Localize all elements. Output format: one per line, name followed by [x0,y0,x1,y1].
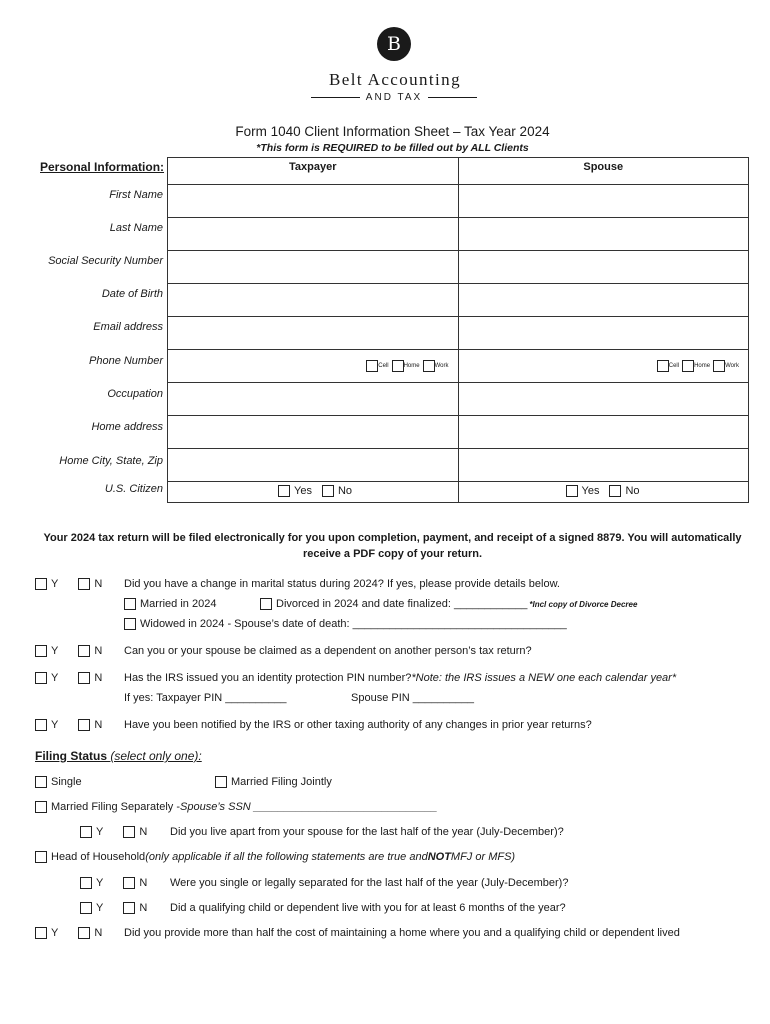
widowed-label: Widowed in 2024 - Spouse’s date of death: ___________________________________ [140,618,567,630]
notified-question: Have you been notified by the IRS or other taxing authority of any changes in prior year returns? [124,719,592,731]
spouse-citizen-field [458,482,749,502]
divorced-label: Divorced in 2024 and date finalized: ____________ [276,598,528,610]
single-sep-no-checkbox[interactable] [123,877,135,889]
row-label: Phone Number [89,355,163,367]
divorced-note: *Incl copy of Divorce Decree [529,599,638,609]
row-label: U.S. Citizen [104,483,163,495]
hoh-note2: MFJ or MFS) [450,851,516,863]
taxpayer-citizen-yes-checkbox[interactable] [278,485,290,497]
spouse-citizen-no-checkbox[interactable] [609,485,621,497]
notified-yes-checkbox[interactable] [35,719,47,731]
taxpayer-city-field[interactable] [168,449,458,481]
spouse-city-field[interactable] [458,449,749,481]
personal-info-label: Personal Information: [40,160,165,174]
spouse-cell-checkbox[interactable] [657,360,669,372]
taxpayer-address-field[interactable] [168,416,458,448]
widowed-checkbox[interactable] [124,618,136,630]
spouse-first-name-field[interactable] [458,185,749,217]
company-name: Belt Accounting [329,70,461,89]
qualifying-yes-checkbox[interactable] [80,902,92,914]
n-label: N [94,645,103,657]
y-label: Y [51,578,59,590]
y-label: Y [96,877,104,889]
dependent-question: Can you or your spouse be claimed as a dependent on another person’s tax return? [124,645,532,657]
cell-label: Cell [668,363,680,369]
home-label: Home [694,363,711,369]
spouse-ssn-field[interactable] [458,251,749,283]
hoh-label: Head of Household [51,851,146,863]
live-apart-no-checkbox[interactable] [123,826,135,838]
taxpayer-cell-checkbox[interactable] [366,360,378,372]
n-label: N [139,826,148,838]
yes-label: Yes [581,485,600,497]
form-note: *This form is REQUIRED to be filled out by ALL Clients [256,142,529,154]
qualifying-question: Did a qualifying child or dependent live with you for at least 6 months of the year? [170,902,566,914]
divorced-option [260,598,637,610]
pin-question [124,672,676,684]
taxpayer-ssn-field[interactable] [168,251,458,283]
filing-status-title [35,749,202,763]
spouse-citizen-yes-checkbox[interactable] [566,485,578,497]
dependent-yes-checkbox[interactable] [35,645,47,657]
dependent-yn [35,645,102,657]
n-label: N [139,902,148,914]
cost-no-checkbox[interactable] [78,927,90,939]
taxpayer-first-name-field[interactable] [168,185,458,217]
efile-notice: Your 2024 tax return will be filed electronically for you upon completion, payment, and receipt of a signed 8879. You will automatically receive a PDF copy of your return. [43,532,742,560]
no-label: No [337,485,353,497]
single-sep-question: Were you single or legally separated for the last half of the year (July-December)? [170,877,569,889]
taxpayer-occupation-field[interactable] [168,383,458,415]
y-label: Y [51,927,59,939]
n-label: N [94,927,103,939]
row-label: Home City, State, Zip [59,455,163,467]
no-label: No [625,485,640,497]
single-sep-yn [80,877,147,889]
taxpayer-citizen-no-checkbox[interactable] [322,485,334,497]
yes-label: Yes [294,485,312,497]
pin-spouse: Spouse PIN __________ [351,692,474,704]
divorced-checkbox[interactable] [260,598,272,610]
single-sep-yes-checkbox[interactable] [80,877,92,889]
taxpayer-header: Taxpayer [289,161,337,173]
live-apart-yes-checkbox[interactable] [80,826,92,838]
mfj-label: Married Filing Jointly [231,776,332,788]
form-title: Form 1040 Client Information Sheet – Tax Year 2024 [235,124,550,139]
married-checkbox[interactable] [124,598,136,610]
divider [311,97,360,98]
taxpayer-work-checkbox[interactable] [423,360,435,372]
married-option [124,598,216,610]
hoh-checkbox[interactable] [35,851,47,863]
row-label: Email address [93,321,163,333]
company-sub-text: AND TAX [365,92,423,103]
single-label: Single [51,776,82,788]
y-label: Y [96,826,104,838]
single-option [35,776,82,788]
taxpayer-last-name-field[interactable] [168,218,458,250]
live-apart-question: Did you live apart from your spouse for the last half of the year (July-December)? [170,826,564,838]
company-logo: B [377,27,411,61]
work-label: Work [725,363,739,369]
pin-question-text: Has the IRS issued you an identity protection PIN number? [124,672,412,684]
widowed-option [124,618,567,630]
live-apart-yn [80,826,147,838]
row-label: Home address [91,421,163,433]
work-label: Work [434,363,449,369]
row-label: Last Name [109,222,163,234]
hoh-note: (only applicable if all the following statements are true and [145,851,428,863]
hoh-option [35,851,515,863]
spouse-header: Spouse [458,158,749,184]
mfs-label: Married Filing Separately - [51,801,180,813]
spouse-phone-field[interactable] [458,350,749,382]
divider [428,97,477,98]
row-label: Date of Birth [101,288,163,300]
marital-yn [35,578,102,590]
taxpayer-home-checkbox[interactable] [392,360,404,372]
mfj-option [215,776,332,788]
qualifying-yn [80,902,147,914]
company-subtitle [305,92,483,103]
cost-yn [35,927,102,939]
single-checkbox[interactable] [35,776,47,788]
row-label: First Name [109,189,163,201]
y-label: Y [96,902,104,914]
pin-no-checkbox[interactable] [78,672,90,684]
y-label: Y [51,645,59,657]
taxpayer-citizen-field [168,482,458,502]
mfj-checkbox[interactable] [215,776,227,788]
pin-yn [35,672,102,684]
marital-no-checkbox[interactable] [78,578,90,590]
spouse-email-field[interactable] [458,317,749,349]
cell-label: Cell [378,363,389,369]
y-label: Y [51,672,59,684]
spouse-work-checkbox[interactable] [713,360,725,372]
married-label: Married in 2024 [140,598,217,610]
personal-info-table [167,157,749,503]
filing-status-note: (select only one): [107,749,202,763]
spouse-address-field[interactable] [458,416,749,448]
cost-yes-checkbox[interactable] [35,927,47,939]
home-label: Home [403,363,420,369]
cost-question: Did you provide more than half the cost of maintaining a home where you and a qualifying child or dependent lived [124,927,680,939]
n-label: N [94,578,103,590]
notified-yn [35,719,102,731]
mfs-note: Spouse’s SSN ______________________________ [180,801,438,813]
pin-note: *Note: the IRS issues a NEW one each calendar year* [411,672,677,684]
hoh-not: NOT [427,851,451,863]
row-label: Social Security Number [48,255,163,267]
marital-yes-checkbox[interactable] [35,578,47,590]
spouse-home-checkbox[interactable] [682,360,694,372]
taxpayer-dob-field[interactable] [168,284,458,316]
n-label: N [94,672,103,684]
pin-ifyes: If yes: Taxpayer PIN __________ [124,692,287,704]
spouse-last-name-field[interactable] [458,218,749,250]
marital-question: Did you have a change in marital status during 2024? If yes, please provide details below. [124,578,560,590]
pin-yes-checkbox[interactable] [35,672,47,684]
mfs-checkbox[interactable] [35,801,47,813]
row-label: Occupation [107,388,163,400]
n-label: N [139,877,148,889]
mfs-option [35,801,437,813]
qualifying-no-checkbox[interactable] [123,902,135,914]
taxpayer-email-field[interactable] [168,317,458,349]
notified-no-checkbox[interactable] [78,719,90,731]
y-label: Y [51,719,59,731]
spouse-dob-field[interactable] [458,284,749,316]
taxpayer-phone-field[interactable] [168,350,458,382]
filing-status-label: Filing Status [35,749,107,763]
dependent-no-checkbox[interactable] [78,645,90,657]
spouse-occupation-field[interactable] [458,383,749,415]
n-label: N [94,719,103,731]
